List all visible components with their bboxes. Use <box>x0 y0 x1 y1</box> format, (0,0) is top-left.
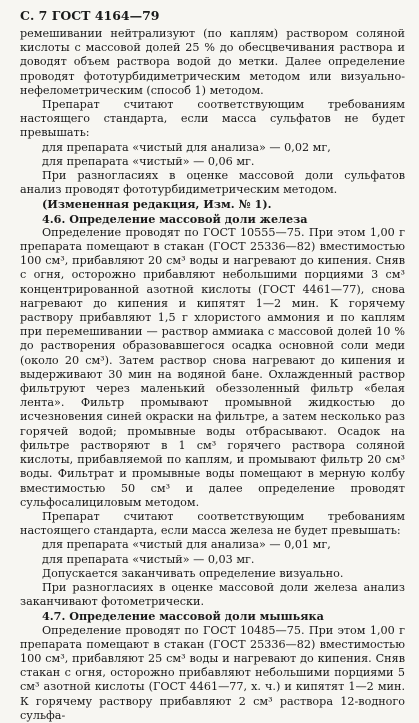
paragraph: для препарата «чистый» — 0,03 мг. <box>42 552 255 566</box>
paragraph: При разногласиях в оценке массовой доли железа анализ заканчивают фотометрически. <box>20 580 405 609</box>
paragraph: Допускается заканчивать определение визуально. <box>42 566 344 580</box>
page-header: С. 7 ГОСТ 4164—79 <box>20 8 160 23</box>
paragraph: Определение проводят по ГОСТ 10555—75. При этом 1,00 г препарата помещают в стакан (ГОСТ 25336—82) вместимостью 100 см³, прибавляют 20 см³ воды и нагревают до кипения. Сняв с огня, осторожно прибавляют небольшими порциями 3 см³ концентрированной азотной кислоты (ГОСТ 4461—77), снова нагревают до кипения и кипятят 1—2 мин. К горячему раствору прибавляют 1,5 г хлористого аммония и по каплям при перемешивании — раствор аммиака с массовой долей 10 % до растворения образовавшегося осадка основной соли меди (около 20 см³). Затем раствор снова нагревают до кипения и выдерживают 30 мин на водяной бане. Охлажденный раствор фильтруют через маленький обеззоленный фильтр «белая лента». Фильтр промывают промывной жидкостью до исчезновения синей окраски на фильтре, а затем несколько раз горячей водой; промывные воды отбрасывают. Осадок на фильтре растворяют в 1 см³ горячего раствора соляной кислоты, прибавляемой по каплям, и промывают фильтр 20 см³ воды. Фильтрат и промывные воды помещают в мерную колбу вместимостью 50 см³ и далее определение проводят сульфосалициловым методом. <box>20 225 405 509</box>
document-body <box>20 27 405 723</box>
paragraph: ремешивании нейтрализуют (по каплям) раствором соляной кислоты с массовой долей 25 % до обесцвечивания раствора и доводят объем раствора водой до метки. Далее определение проводят фототурбидиметрическим методом или визуально-нефелометрическим (способ 1) методом. <box>20 27 405 97</box>
paragraph: Препарат считают соответствующим требованиям настоящего стандарта, если масса железа не будет превышать: <box>20 509 405 538</box>
section-heading: 4.6. Определение массовой доли железа <box>42 211 308 226</box>
section-heading: 4.7. Определение массовой доли мышьяка <box>42 609 324 624</box>
paragraph: для препарата «чистый для анализа» — 0,01 мг, <box>42 538 331 552</box>
paragraph: для препарата «чистый» — 0,06 мг. <box>42 154 255 168</box>
paragraph: При разногласиях в оценке массовой доли сульфатов анализ проводят фототурбидиметрическим методом. <box>20 169 405 197</box>
paragraph: Препарат считают соответствующим требованиям настоящего стандарта, если масса сульфатов не будет превышать: <box>20 98 405 140</box>
paragraph: Определение проводят по ГОСТ 10485—75. При этом 1,00 г препарата помещают в стакан (ГОСТ 25336—82) вместимостью 100 см³, прибавляют 25 см³ воды и нагревают до кипения. Сняв стакан с огня, осторожно прибавляют небольшими порциями 5 см³ азотной кислоты (ГОСТ 4461—77, х. ч.) и кипятят 1—2 мин. К горячему раствору прибавляют 2 см³ раствора 12-водного сульфа- <box>20 623 405 722</box>
paragraph: для препарата «чистый для анализа» — 0,02 мг, <box>42 140 331 154</box>
amendment-note: (Измененная редакция, Изм. № 1). <box>42 197 272 212</box>
